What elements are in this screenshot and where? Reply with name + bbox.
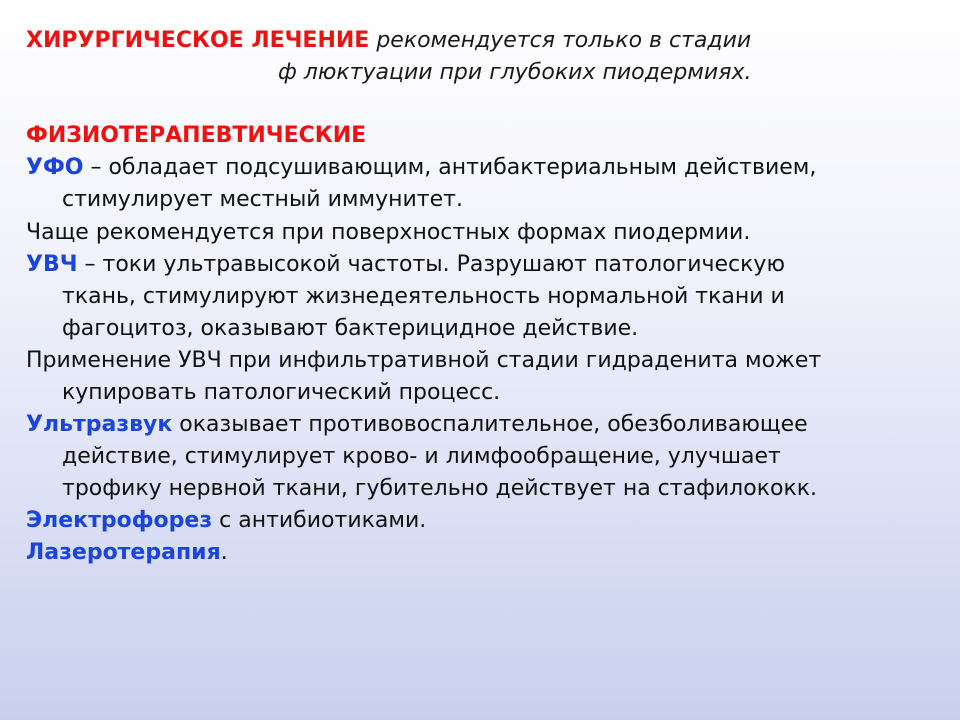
ufo-line-1 (26, 153, 816, 183)
uhf-line-2: ткань, стимулируют жизнедеятельность нормальной ткани и (62, 284, 785, 309)
uhf-line-1 (26, 250, 785, 280)
ufo-text-1: – обладает подсушивающим, антибактериальным действием, (83, 155, 817, 180)
surgery-line-2: ф люктуации при глубоких пиодермиях. (278, 60, 752, 85)
uhf-text-1: – токи ультравысокой частоты. Разрушают патологическую (77, 252, 785, 277)
ultrasound-line-1 (26, 410, 808, 440)
uhf-note-line-1: Применение УВЧ при инфильтративной стадии гидраденита может (26, 348, 822, 373)
electrophoresis-line (26, 506, 426, 536)
surgery-text-1: рекомендуется только в стадии (376, 28, 752, 53)
ultrasound-term: Ультразвук (26, 412, 173, 437)
uhf-note-line-2: купировать патологический процесс. (62, 380, 501, 405)
ufo-line-2: стимулирует местный иммунитет. (62, 187, 463, 212)
physio-heading: ФИЗИОТЕРАПЕВТИЧЕСКИЕ (26, 123, 367, 148)
surgery-heading: ХИРУРГИЧЕСКОЕ ЛЕЧЕНИЕ (26, 28, 370, 53)
laser-term: Лазеротерапия (26, 540, 221, 565)
superficial-note: Чаще рекомендуется при поверхностных формах пиодермии. (26, 220, 751, 245)
laser-line (26, 538, 228, 568)
ultrasound-line-3: трофику нервной ткани, губительно действует на стафилококк. (62, 476, 818, 501)
ultrasound-line-2: действие, стимулирует крово- и лимфообращение, улучшает (62, 444, 781, 469)
uhf-line-3: фагоцитоз, оказывают бактерицидное действие. (62, 316, 639, 341)
ufo-term: УФО (26, 155, 84, 180)
electrophoresis-text: с антибиотиками. (212, 508, 427, 533)
ultrasound-text-1: оказывает противовоспалительное, обезболивающее (172, 412, 808, 437)
uhf-term: УВЧ (26, 252, 78, 277)
surgery-line-1 (26, 26, 751, 56)
laser-dot: . (220, 540, 228, 565)
electrophoresis-term: Электрофорез (26, 508, 213, 533)
